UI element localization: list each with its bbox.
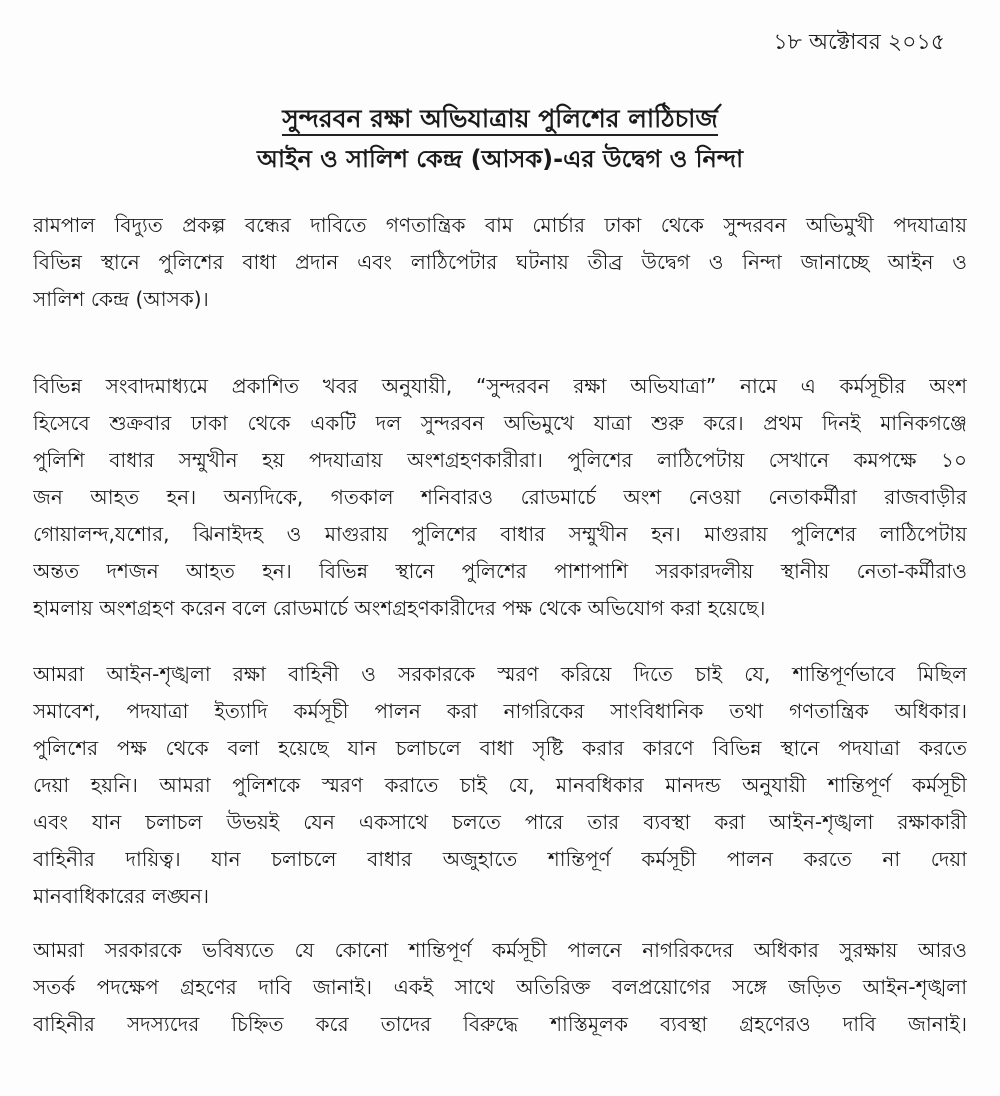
- paragraph-line: রামপাল বিদ্যুত প্রকল্প বন্ধের দাবিতে গণতান্ত্রিক বাম মোর্চার ঢাকা থেকে সুন্দরবন অভিমুখী পদযাত্রায়: [33, 213, 967, 237]
- subheadline: আইন ও সালিশ কেন্দ্র (আসক)-এর উদ্বেগ ও নিন্দা: [256, 145, 744, 173]
- paragraph-line: সতর্ক পদক্ষেপ গ্রহণের দাবি জানাই। একই সাথে অতিরিক্ত বলপ্রয়োগের সঙ্গে জড়িত আইন-শৃঙ্খলা: [33, 975, 967, 999]
- paragraph-line: হিসেবে শুক্রবার ঢাকা থেকে একটি দল সুন্দরবন অভিমুখে যাত্রা শুরু করে। প্রথম দিনই মানিকগঞ্জে: [33, 411, 967, 435]
- paragraph-1: [33, 207, 967, 318]
- paragraph-line: হামলায় অংশগ্রহণ করেন বলে রোডমার্চে অংশগ্রহণকারীদের পক্ষ থেকে অভিযোগ করা হয়েছে।: [33, 596, 766, 620]
- paragraph-line: অন্তত দশজন আহত হন। বিভিন্ন স্থানে পুলিশের পাশাপাশি সরকারদলীয় স্থানীয় নেতা-কর্মীরাও: [33, 559, 967, 583]
- paragraph-4: [33, 932, 967, 1043]
- paragraph-line: বিভিন্ন স্থানে পুলিশের বাধা প্রদান এবং লাঠিপেটার ঘটনায় তীব্র উদ্বেগ ও নিন্দা জানাচ্ছে আইন ও: [33, 250, 967, 274]
- paragraph-3: [33, 656, 967, 915]
- paragraph-2: [33, 368, 967, 627]
- paragraph-line: গোয়ালন্দ,যশোর, ঝিনাইদহ ও মাগুরায় পুলিশের বাধার সম্মুখীন হন। মাগুরায় পুলিশের লাঠিপেটায়: [33, 522, 967, 546]
- paragraph-line: বিভিন্ন সংবাদমাধ্যমে প্রকাশিত খবর অনুযায়ী, “সুন্দরবন রক্ষা অভিযাত্রা” নামে এ কর্মসূচীর অংশ: [33, 374, 967, 398]
- paragraph-line: সমাবেশ, পদযাত্রা ইত্যাদি কর্মসূচী পালন করা নাগরিকের সাংবিধানিক তথা গণতান্ত্রিক অধিকার।: [33, 699, 967, 723]
- headline-text: সুন্দরবন রক্ষা অভিযাত্রায় পুলিশের লাঠিচার্জ: [282, 104, 718, 136]
- paragraph-line: আমরা আইন-শৃঙ্খলা রক্ষা বাহিনী ও সরকারকে স্মরণ করিয়ে দিতে চাই যে, শান্তিপূর্ণভাবে মিছিল: [33, 662, 967, 686]
- paragraph-line: জন আহত হন। অন্যদিকে, গতকাল শনিবারও রোডমার্চে অংশ নেওয়া নেতাকর্মীরা রাজবাড়ীর: [33, 485, 967, 509]
- paragraph-line: দেয়া হয়নি। আমরা পুলিশকে স্মরণ করাতে চাই যে, মানবধিকার মানদন্ড অনুযায়ী শান্তিপূর্ণ কর্মসূচী: [33, 773, 967, 797]
- paragraph-line: মানবাধিকারের লঙ্ঘন।: [33, 884, 210, 908]
- paragraph-line: বাহিনীর সদস্যদের চিহ্নিত করে তাদের বিরুদ্ধে শাস্তিমূলক ব্যবস্থা গ্রহণেরও দাবি জানাই।: [33, 1012, 967, 1036]
- paragraph-line: পুলিশি বাধার সম্মুখীন হয় পদযাত্রায় অংশগ্রহণকারীরা। পুলিশের লাঠিপেটায় সেখানে কমপক্ষে ১০: [33, 448, 967, 472]
- paragraph-line: বাহিনীর দায়িত্ব। যান চলাচলে বাধার অজুহাতে শান্তিপূর্ণ কর্মসূচী পালন করতে না দেয়া: [33, 847, 967, 871]
- document-date: ১৮ অক্টোবর ২০১৫: [773, 30, 945, 55]
- paragraph-line: আমরা সরকারকে ভবিষ্যতে যে কোনো শান্তিপূর্ণ কর্মসূচী পালনে নাগরিকদের অধিকার সুরক্ষায় আরও: [33, 938, 967, 962]
- paragraph-line: এবং যান চলাচল উভয়ই যেন একসাথে চলতে পারে তার ব্যবস্থা করা আইন-শৃঙ্খলা রক্ষাকারী: [33, 810, 967, 834]
- paragraph-line: সালিশ কেন্দ্র (আসক)।: [33, 287, 209, 311]
- headline: [0, 102, 1000, 136]
- paragraph-line: পুলিশের পক্ষ থেকে বলা হয়েছে যান চলাচলে বাধা সৃষ্টি করার কারণে বিভিন্ন স্থানে পদযাত্রা করতে: [33, 736, 967, 760]
